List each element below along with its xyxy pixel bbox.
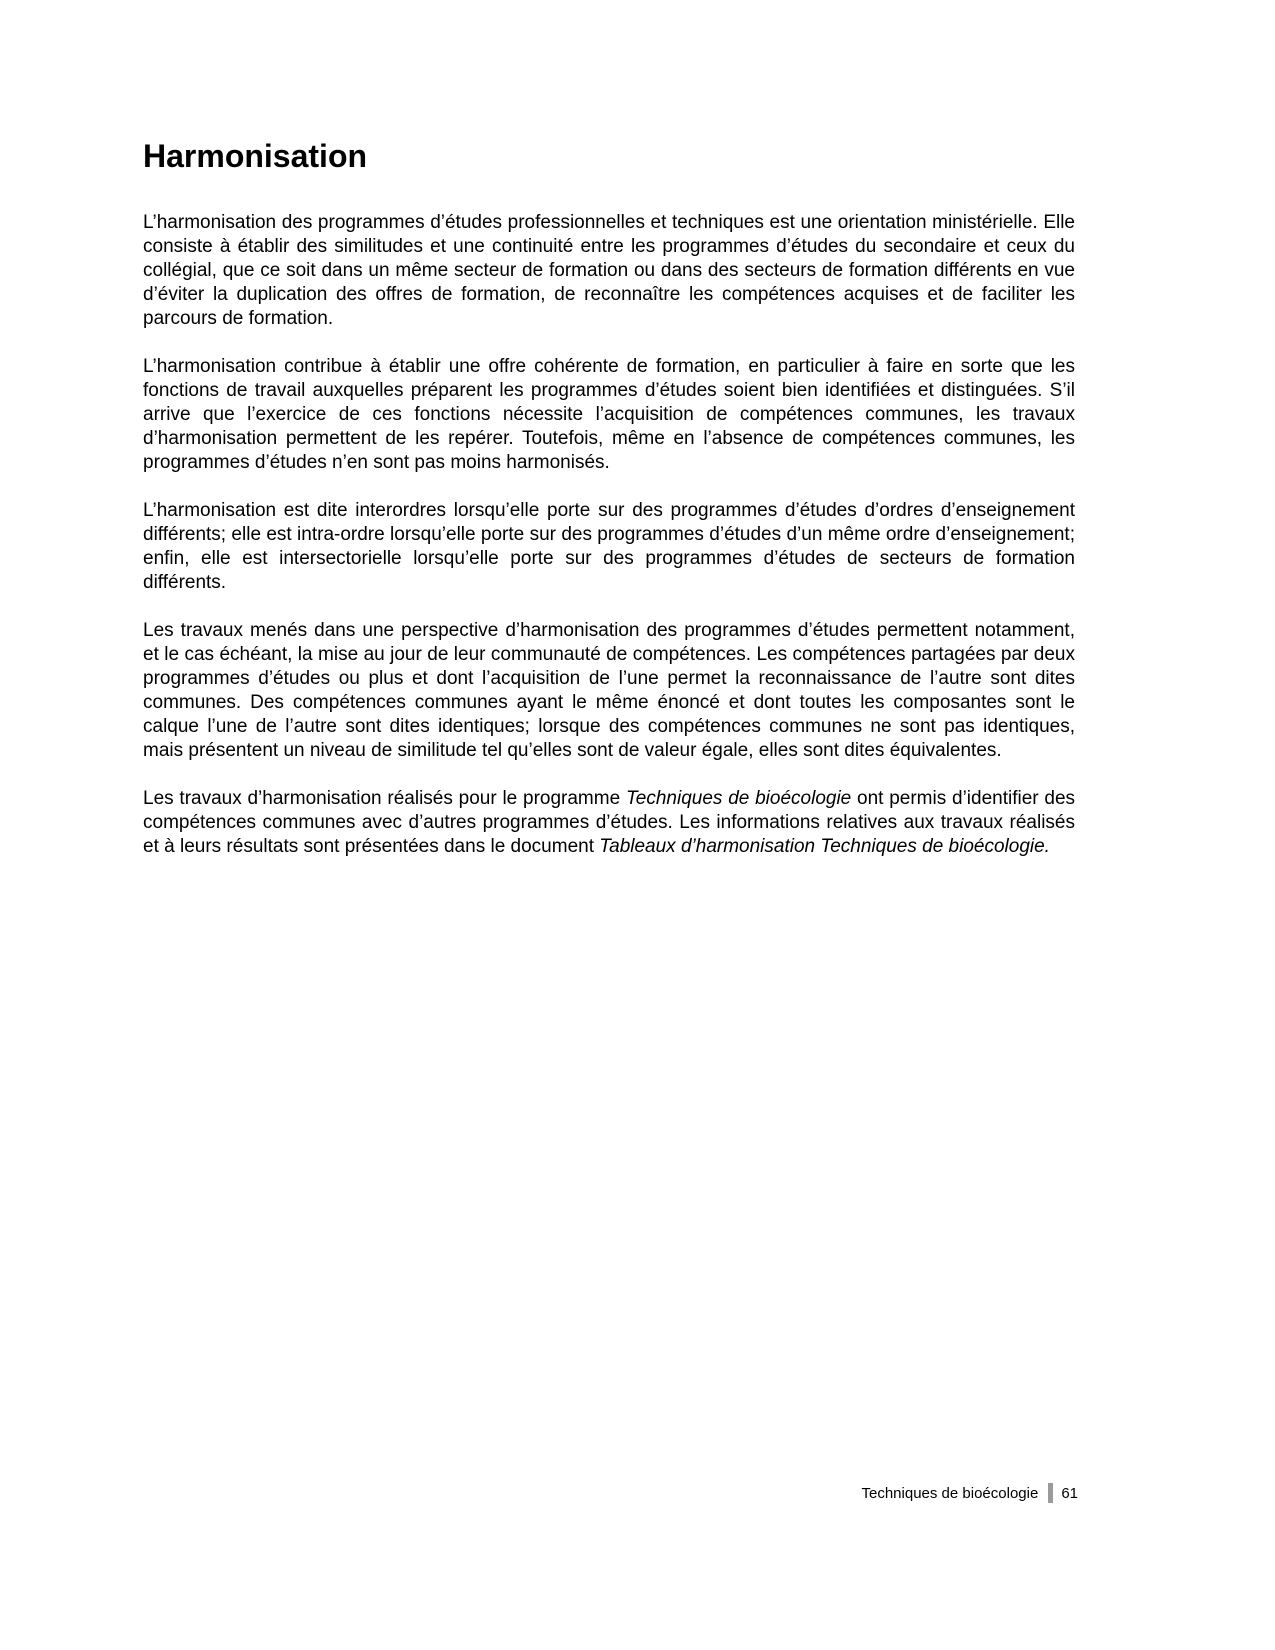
- page-footer: [143, 1483, 1078, 1503]
- footer-separator: [1048, 1483, 1053, 1503]
- page-title: Harmonisation: [143, 138, 368, 174]
- text-run: ont permis d’identifier des compétences communes avec d’autres programmes d’études. Les informations relatives aux travaux réalisés et à leurs résultats sont présentées dans le document: [143, 788, 1076, 857]
- paragraph-1: L’harmonisation des programmes d’études professionnelles et techniques est une orientation ministérielle. Elle consiste à établir des similitudes et une continuité entre les programmes d’études du secondaire et ceux du collégial, que ce soit dans un même secteur de formation ou dans des secteurs de formation différents en vue d’éviter la duplication des offres de formation, de reconnaître les compétences acquises et de faciliter les parcours de formation.: [143, 212, 1075, 329]
- paragraph-4: Les travaux menés dans une perspective d’harmonisation des programmes d’études permettent notamment, et le cas échéant, la mise au jour de leur communauté de compétences. Les compétences partagées par deux programmes d’études ou plus et dont l’acquisition de l’une permet la reconnaissance de l’autre sont dites communes. Des compétences communes ayant le même énoncé et dont toutes les composantes sont le calque l’une de l’autre sont dites identiques; lorsque des compétences communes ne sont pas identiques, mais présentent un niveau de similitude tel qu’elles sont de valeur égale, elles sont dites équivalentes.: [143, 620, 1075, 761]
- page-number: 61: [1061, 1484, 1078, 1502]
- text-run-italic: Techniques de bioécologie: [625, 788, 852, 809]
- paragraph-5: [143, 787, 1075, 859]
- paragraph-2: L’harmonisation contribue à établir une offre cohérente de formation, en particulier à faire en sorte que les fonctions de travail auxquelles préparent les programmes d’études soient bien identifiées et distinguées. S’il arrive que l’exercice de ces fonctions nécessite l’acquisition de compétences communes, les travaux d’harmonisation permettent de les repérer. Toutefois, même en l’absence de compétences communes, les programmes d’études n’en sont pas moins harmonisés.: [143, 356, 1075, 473]
- document-content: [143, 138, 1075, 883]
- text-run-italic: Tableaux d’harmonisation Techniques de bioécologie.: [599, 836, 1050, 857]
- footer-program-label: Techniques de bioécologie: [861, 1484, 1039, 1502]
- paragraph-3: L’harmonisation est dite interordres lorsqu’elle porte sur des programmes d’études d’ordres d’enseignement différents; elle est intra-ordre lorsqu’elle porte sur des programmes d’études d’un même ordre d’enseignement; enfin, elle est intersectorielle lorsqu’elle porte sur des programmes d’études de secteurs de formation différents.: [143, 500, 1075, 593]
- text-run: Les travaux d’harmonisation réalisés pour le programme: [143, 788, 626, 809]
